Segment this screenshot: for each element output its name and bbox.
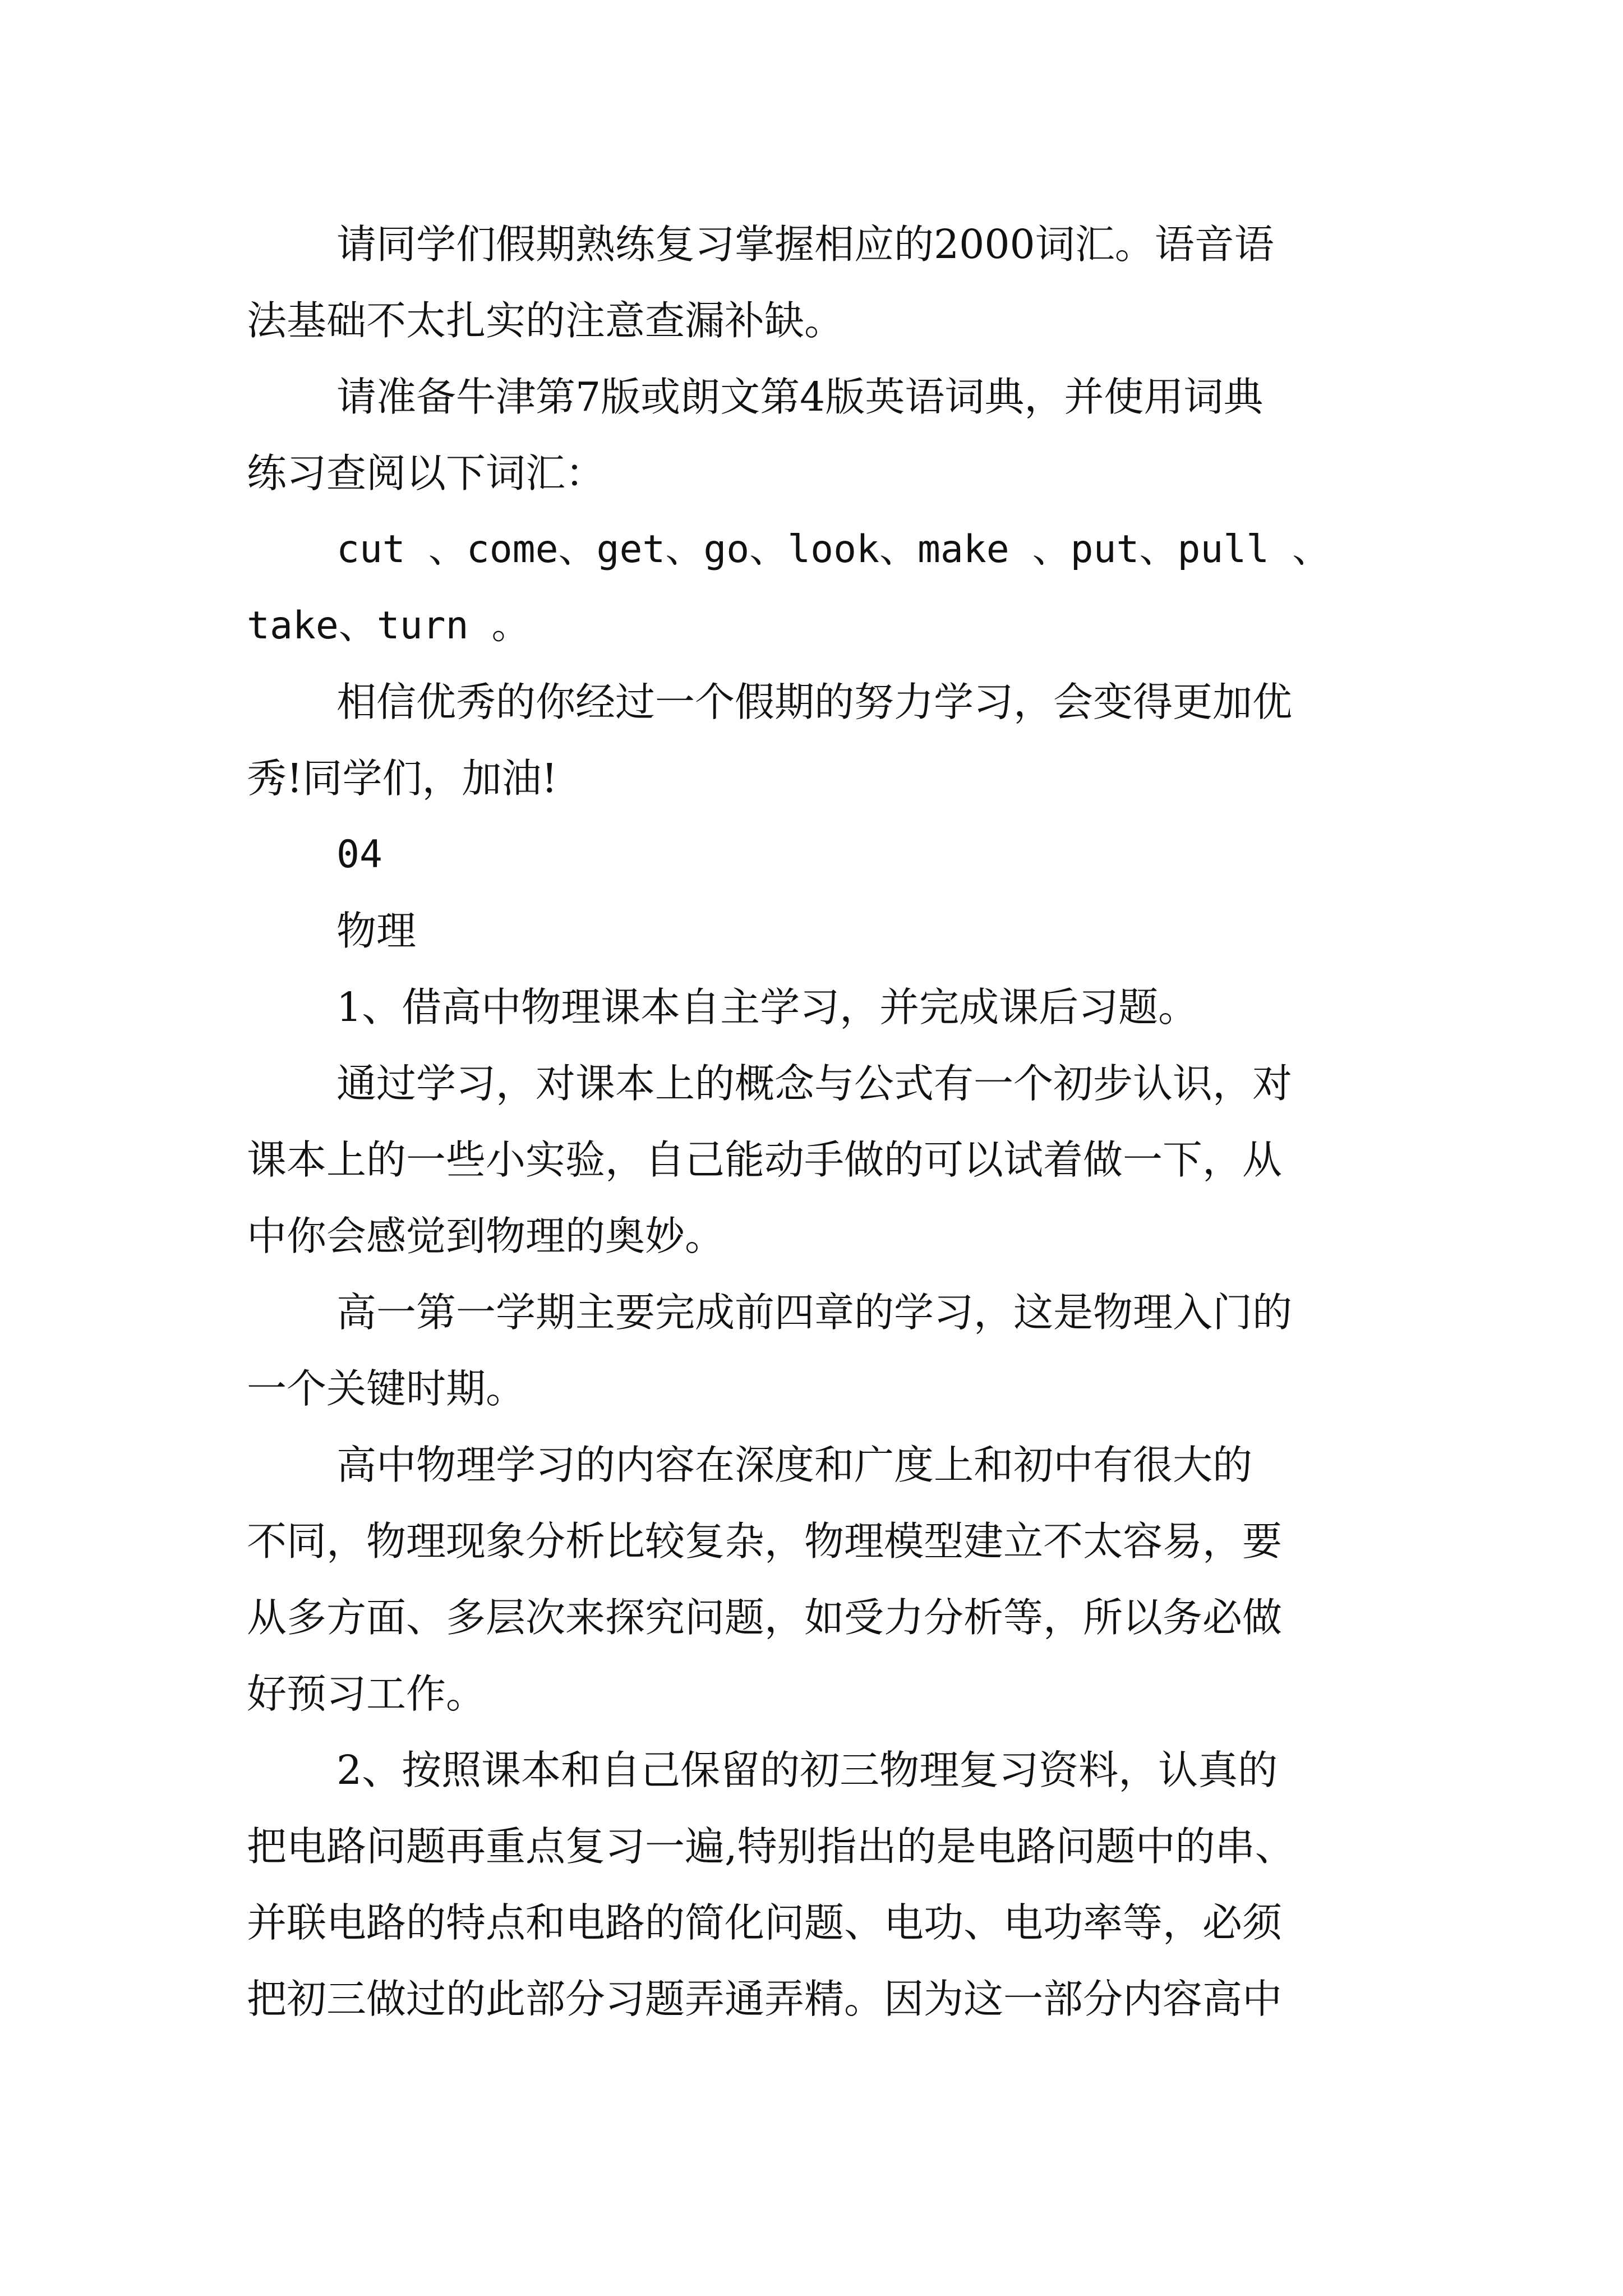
paragraph-line: 并联电路的特点和电路的简化问题、电功、电功率等，必须 [247,1899,1283,1946]
paragraph-line: 请同学们假期熟练复习掌握相应的2000词汇。语音语 [336,221,1274,268]
paragraph-line: 请准备牛津第7版或朗文第4版英语词典，并使用词典 [336,374,1264,420]
vocabulary-line: take、turn 。 [247,604,530,648]
paragraph-line: 2、按照课本和自己保留的初三物理复习资料，认真的 [336,1747,1278,1793]
paragraph-line: 把电路问题再重点复习一遍,特别指出的是电路问题中的串、 [247,1823,1295,1870]
paragraph-line: 通过学习，对课本上的概念与公式有一个初步认识，对 [336,1060,1293,1107]
paragraph-line: 好预习工作。 [247,1671,486,1717]
paragraph-line: 从多方面、多层次来探究问题，如受力分析等，所以务必做 [247,1594,1283,1641]
paragraph-line: 把初三做过的此部分习题弄通弄精。因为这一部分内容高中 [247,1976,1283,2022]
paragraph-line: 中你会感觉到物理的奥妙。 [247,1213,725,1259]
paragraph-line: 法基础不太扎实的注意查漏补缺。 [247,297,845,344]
paragraph-line: 练习查阅以下词汇： [247,450,606,496]
paragraph-line: 高中物理学习的内容在深度和广度上和初中有很大的 [336,1442,1253,1488]
paragraph-line: 1、借高中物理课本自主学习，并完成课后习题。 [336,984,1198,1030]
section-number: 04 [336,832,382,877]
paragraph-line: 高一第一学期主要完成前四章的学习，这是物理入门的 [336,1289,1293,1336]
vocabulary-line: cut 、come、get、go、look、make 、put、pull 、 [336,527,1331,572]
paragraph-line: 相信优秀的你经过一个假期的努力学习，会变得更加优 [336,679,1293,725]
paragraph-line: 一个关键时期。 [247,1365,526,1412]
paragraph-line: 秀!同学们，加油! [247,755,558,802]
paragraph-line: 课本上的一些小实验，自己能动手做的可以试着做一下，从 [247,1137,1283,1183]
section-title: 物理 [336,908,417,954]
paragraph-line: 不同，物理现象分析比较复杂，物理模型建立不太容易，要 [247,1518,1283,1565]
